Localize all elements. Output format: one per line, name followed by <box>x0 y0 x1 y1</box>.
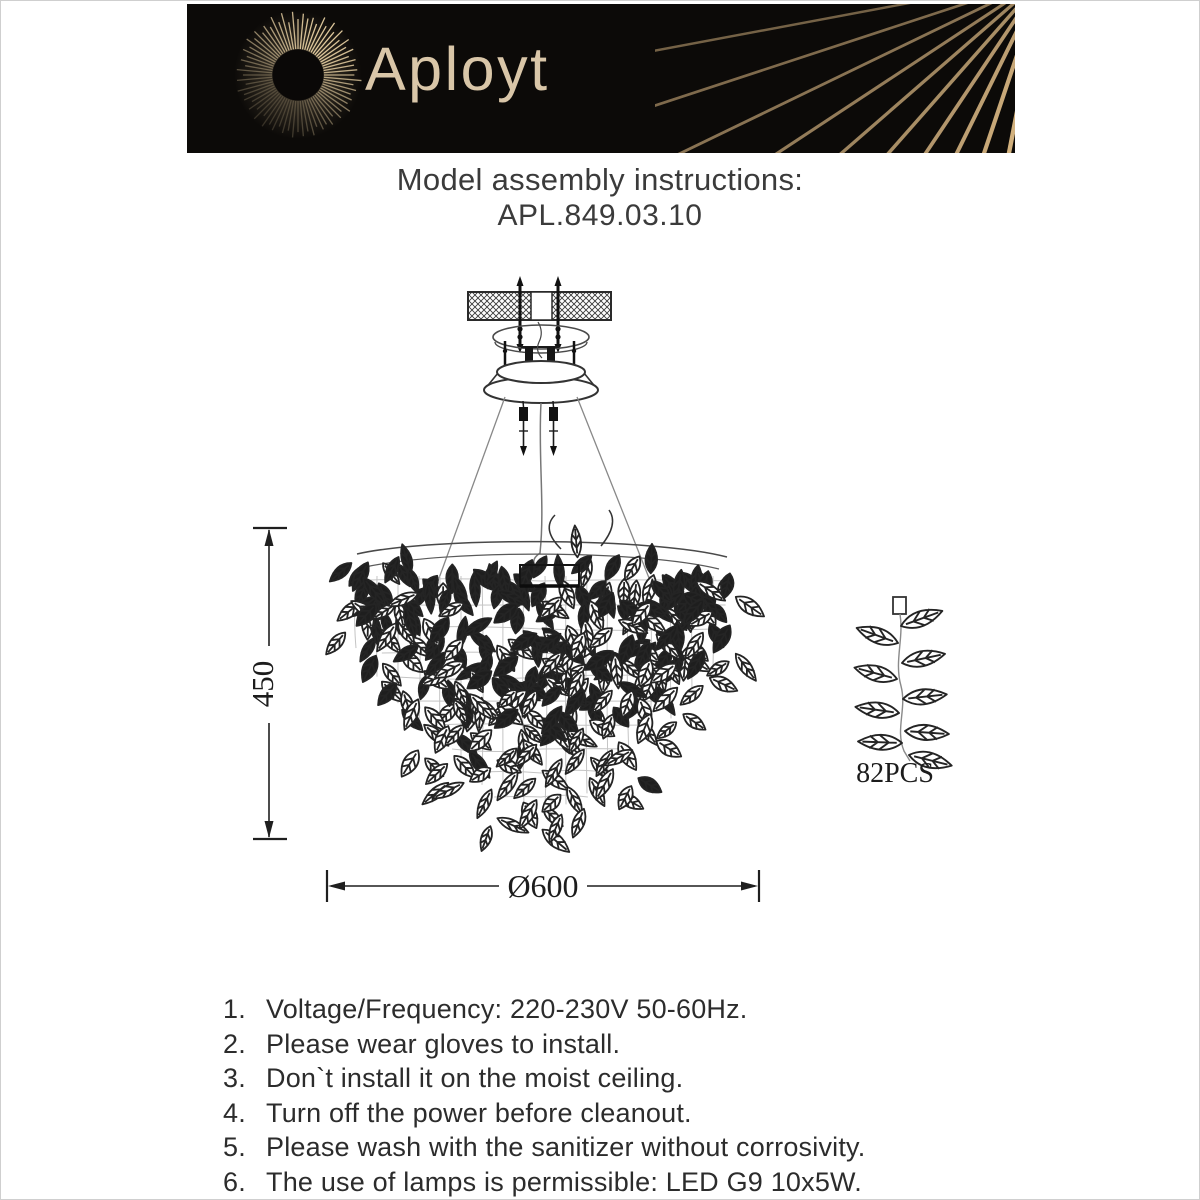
diameter-label: Ø600 <box>507 868 579 904</box>
cable-grippers <box>519 401 558 456</box>
instruction-number: 5. <box>223 1132 246 1163</box>
height-label: 450 <box>245 660 280 708</box>
instruction-text: Please wear gloves to install. <box>266 1028 621 1059</box>
instruction-number: 1. <box>223 994 246 1024</box>
chandelier-leaf-mass <box>322 510 768 857</box>
instruction-text: Voltage/Frequency: 220-230V 50-60Hz. <box>266 994 748 1024</box>
instruction-item <box>223 1096 865 1131</box>
dimension-height <box>245 528 287 839</box>
model-number: APL.849.03.10 <box>497 199 703 232</box>
instruction-number: 2. <box>223 1028 246 1059</box>
instruction-number: 4. <box>223 1097 246 1128</box>
instruction-item <box>223 1165 865 1200</box>
parts-count-label: 82PCS <box>856 758 934 789</box>
instruction-item <box>223 1061 865 1096</box>
canopy <box>484 361 598 403</box>
page-title: Model assembly instructions: <box>396 162 804 197</box>
instructions-list <box>223 992 865 1200</box>
instruction-item <box>223 1130 865 1165</box>
instruction-item <box>223 1027 865 1062</box>
dimension-diameter <box>327 868 759 904</box>
spare-part-branch <box>853 597 954 789</box>
instruction-number: 6. <box>223 1166 246 1197</box>
instruction-item <box>223 992 865 1027</box>
ceiling-slab <box>468 292 611 320</box>
brand-wordmark: Aployt <box>365 35 550 103</box>
instruction-number: 3. <box>223 1063 246 1094</box>
instruction-text: The use of lamps is permissible: LED G9 10x5W. <box>266 1166 862 1197</box>
instruction-text: Please wash with the sanitizer without corrosivity. <box>266 1132 866 1163</box>
instruction-text: Don`t install it on the moist ceiling. <box>266 1063 684 1094</box>
instruction-text: Turn off the power before cleanout. <box>266 1097 692 1128</box>
